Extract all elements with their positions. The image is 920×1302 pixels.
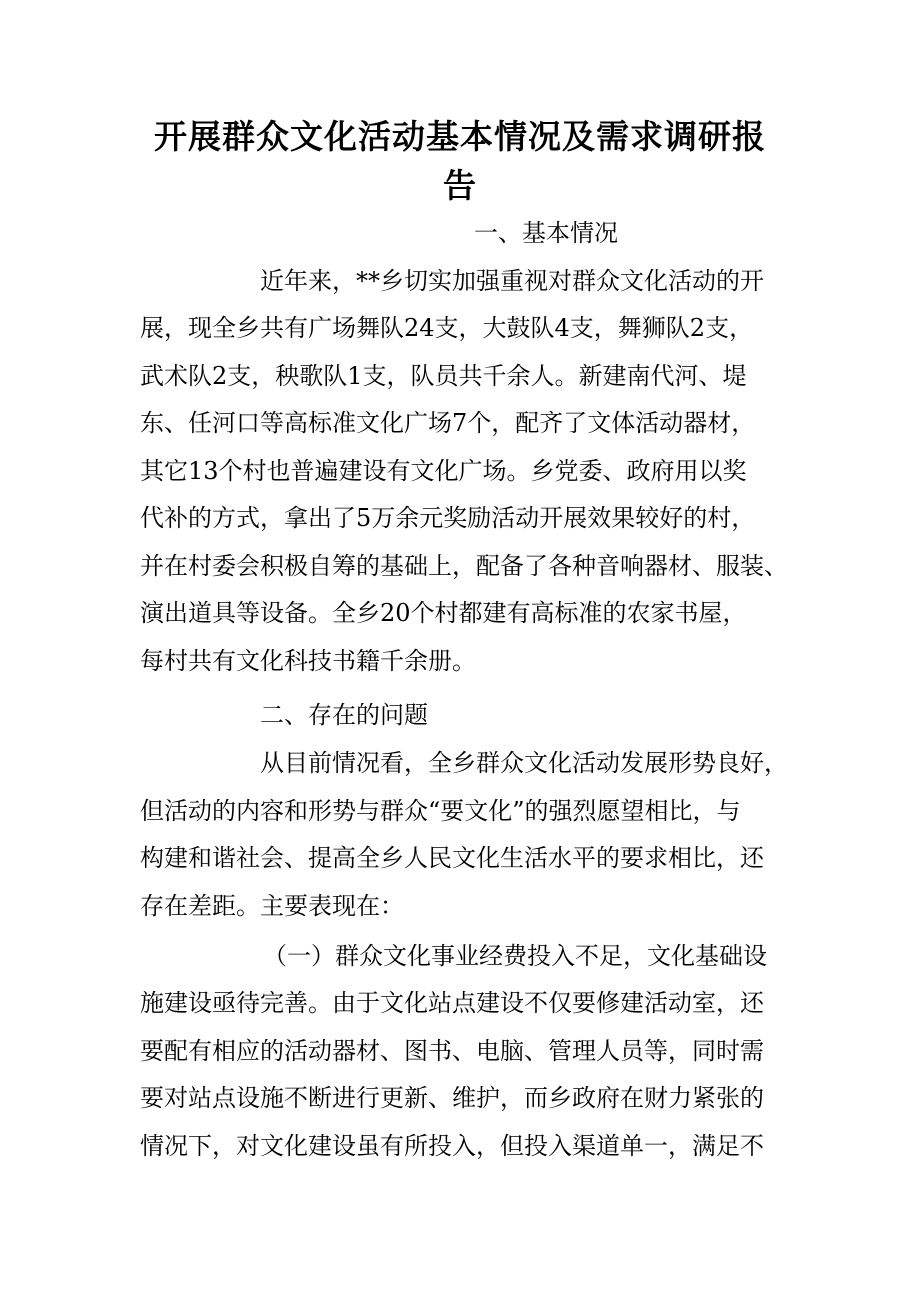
paragraph-line: 东、任河口等高标准文化广场7个，配齐了文体活动器材， <box>140 409 756 437</box>
paragraph-line: （一）群众文化事业经费投入不足，文化基础设 <box>263 942 767 970</box>
paragraph-line: 从目前情况看，全乡群众文化活动发展形势良好， <box>260 749 788 777</box>
paragraph-line: 构建和谐社会、提高全乡人民文化生活水平的要求相比，还 <box>140 844 764 872</box>
paragraph-line: 每村共有文化科技书籍千余册。 <box>140 647 476 675</box>
paragraph-line: 代补的方式，拿出了5万余元奖励活动开展效果较好的村， <box>140 504 756 532</box>
paragraph-line: 施建设亟待完善。由于文化站点建设不仅要修建活动室，还 <box>140 989 764 1017</box>
paragraph-line: 展，现全乡共有广场舞队24支，大鼓队4支，舞狮队2支， <box>140 314 754 342</box>
paragraph-line: 演出道具等设备。全乡20个村都建有高标准的农家书屋， <box>140 599 747 627</box>
paragraph-line: 并在村委会积极自筹的基础上，配备了各种音响器材、服装、 <box>140 552 788 580</box>
paragraph-line: 存在差距。主要表现在： <box>140 892 404 920</box>
section-heading-basic: 一、基本情况 <box>474 219 618 247</box>
document-title: 开展群众文化活动基本情况及需求调研报告 <box>154 117 766 205</box>
paragraph-line: 要配有相应的活动器材、图书、电脑、管理人员等，同时需 <box>140 1037 764 1065</box>
paragraph-line: 要对站点设施不断进行更新、维护，而乡政府在财力紧张的 <box>140 1084 764 1112</box>
paragraph-line: 武术队2支，秧歌队1支，队员共千余人。新建南代河、堤 <box>140 362 747 390</box>
paragraph-line: 近年来，**乡切实加强重视对群众文化活动的开 <box>260 267 764 295</box>
paragraph-line: 但活动的内容和形势与群众“要文化”的强烈愿望相比，与 <box>140 797 741 825</box>
paragraph-line: 其它13个村也普遍建设有文化广场。乡党委、政府用以奖 <box>140 457 747 485</box>
section-heading-problems: 二、存在的问题 <box>260 701 428 729</box>
paragraph-line: 情况下，对文化建设虽有所投入，但投入渠道单一，满足不 <box>140 1132 764 1160</box>
